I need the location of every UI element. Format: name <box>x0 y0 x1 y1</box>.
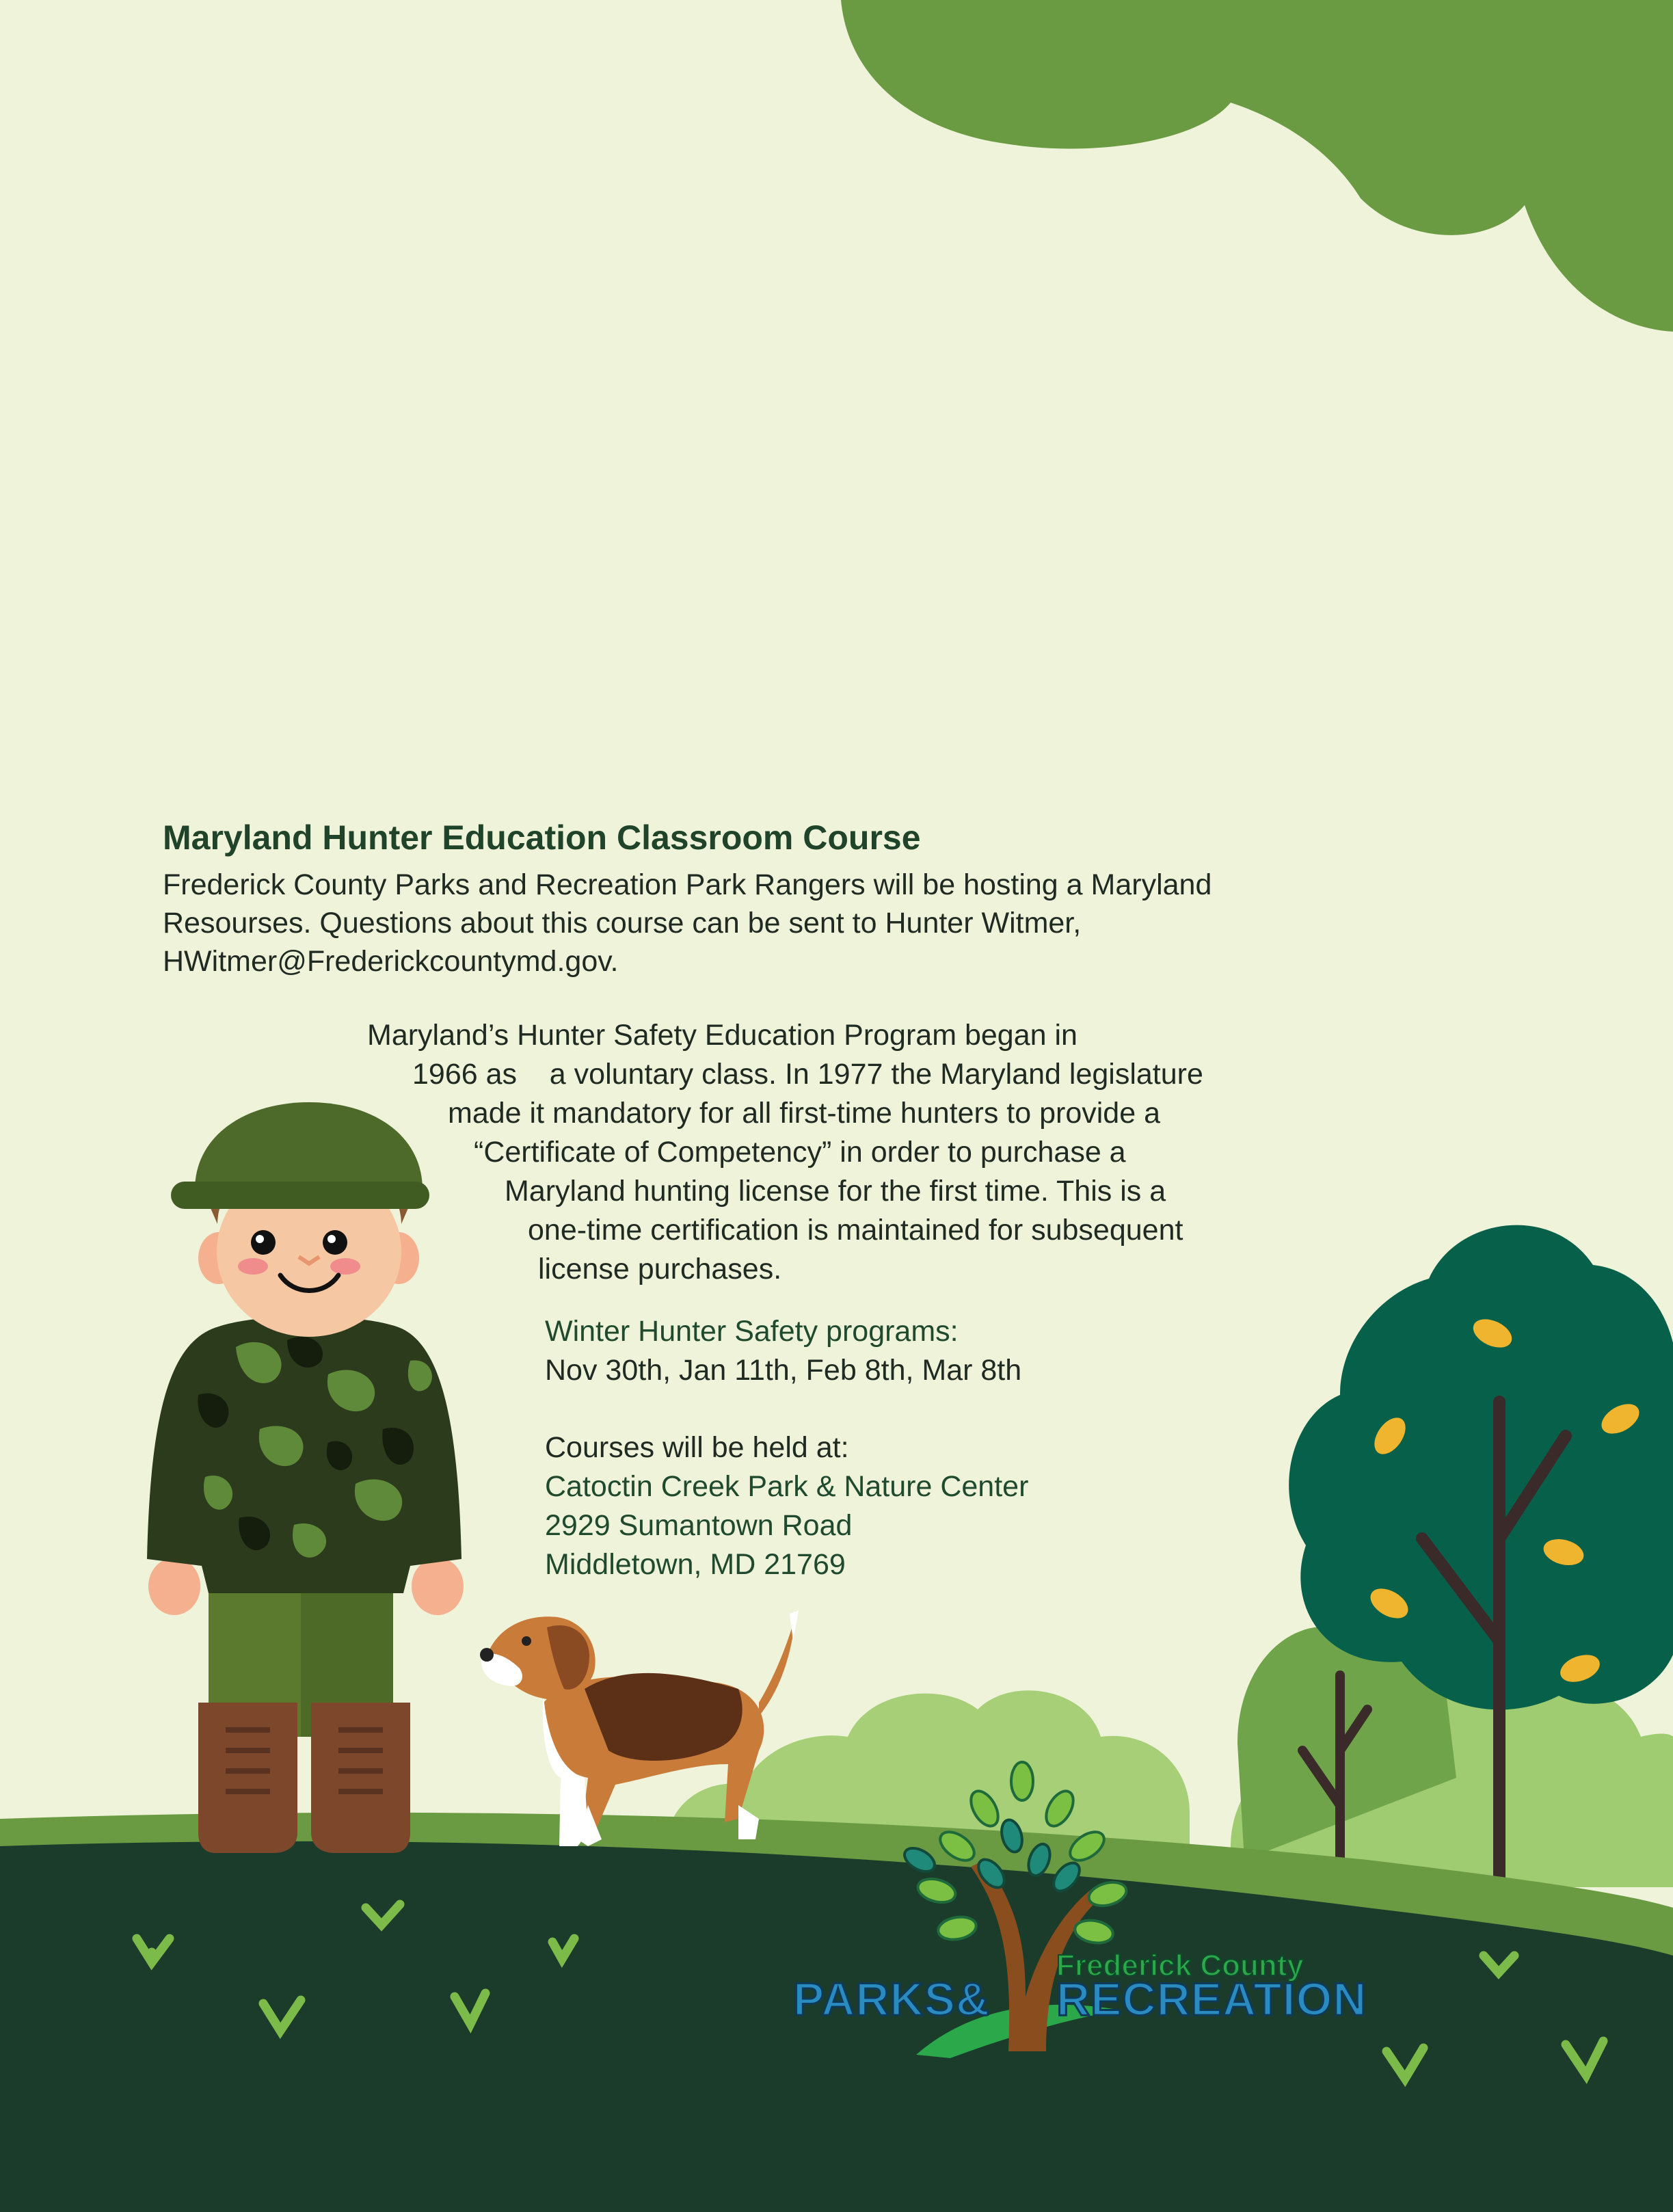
contact-email-link[interactable]: HWitmer@Frederickcountymd.gov. <box>163 945 619 978</box>
logo-parks-text: PARKS& <box>793 1973 991 2025</box>
history-line: “Certificate of Competency” in order to purchase a <box>474 1136 1126 1169</box>
logo-county-text: Frederick County <box>1056 1949 1304 1982</box>
location-city: Middletown, MD 21769 <box>545 1548 846 1581</box>
history-line: made it mandatory for all first-time hunters to provide a <box>448 1097 1160 1130</box>
location-street: 2929 Sumantown Road <box>545 1509 853 1542</box>
history-line: license purchases. <box>538 1253 782 1285</box>
location-label: Courses will be held at: <box>545 1431 849 1464</box>
intro-line: Frederick County Parks and Recreation Park Rangers will be hosting a Maryland <box>163 868 1212 901</box>
history-line: one-time certification is maintained for subsequent <box>528 1214 1183 1247</box>
location-name: Catoctin Creek Park & Nature Center <box>545 1470 1029 1503</box>
course-title: Maryland Hunter Education Classroom Course <box>163 818 921 857</box>
intro-paragraph <box>163 866 1212 981</box>
intro-line: Resourses. Questions about this course can be sent to Hunter Witmer, <box>163 907 1082 940</box>
program-dates: Nov 30th, Jan 11th, Feb 8th, Mar 8th <box>545 1354 1022 1387</box>
history-line: 1966 as a voluntary class. In 1977 the Maryland legislature <box>412 1058 1203 1091</box>
programs-label: Winter Hunter Safety programs: <box>545 1315 959 1348</box>
top-foliage-icon <box>841 0 1673 332</box>
logo-recreation-text: RECREATION <box>1056 1973 1367 2025</box>
hunter-character-icon <box>147 1102 464 1853</box>
history-line: Maryland’s Hunter Safety Education Program began in <box>367 1019 1078 1052</box>
history-line: Maryland hunting license for the first time. This is a <box>505 1175 1166 1208</box>
